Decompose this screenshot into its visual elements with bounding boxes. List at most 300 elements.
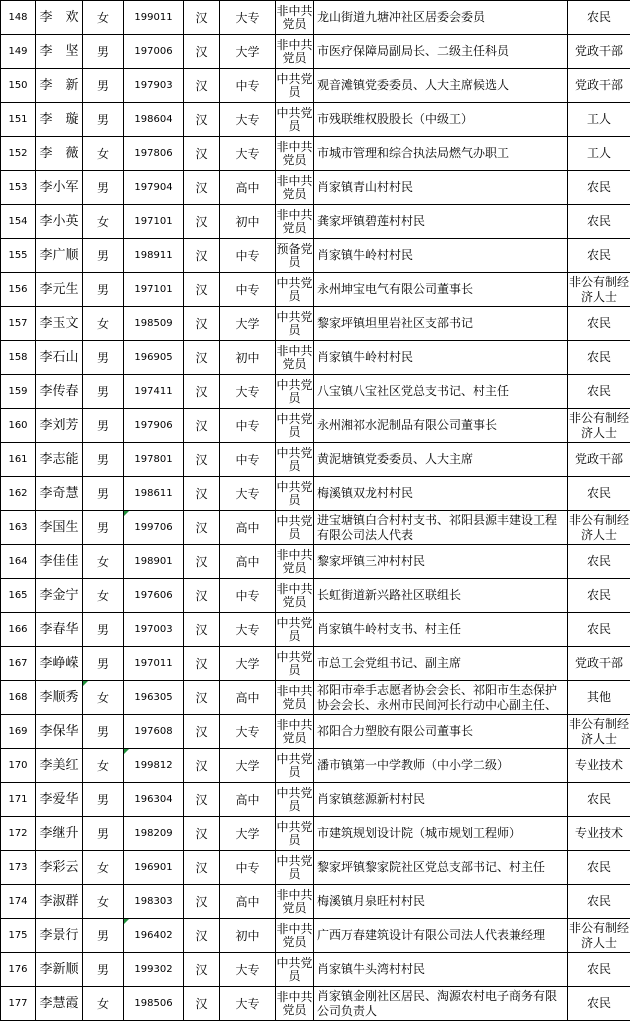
cell-ethnicity: 汉 [184, 35, 220, 69]
cell-gender: 女 [83, 681, 124, 715]
cell-birth-date: 197003 [124, 613, 184, 647]
cell-birth-date: 196905 [124, 341, 184, 375]
cell-birth-date: 199706 [124, 511, 184, 545]
cell-name: 李淑群 [36, 885, 83, 919]
table-row [1, 647, 630, 681]
cell-party: 非中共党员 [276, 715, 314, 749]
cell-workplace-position: 八宝镇八宝社区党总支书记、村主任 [314, 375, 568, 409]
cell-education: 大专 [220, 987, 276, 1021]
cell-number: 175 [1, 919, 36, 953]
cell-education: 初中 [220, 919, 276, 953]
table-row [1, 171, 630, 205]
table-row [1, 545, 630, 579]
cell-party: 非中共党员 [276, 987, 314, 1021]
cell-gender: 男 [83, 409, 124, 443]
cell-ethnicity: 汉 [184, 579, 220, 613]
cell-number: 161 [1, 443, 36, 477]
cell-gender: 男 [83, 919, 124, 953]
cell-party: 中共党员 [276, 851, 314, 885]
cell-workplace-position: 黎家坪镇黎家院社区党总支部书记、村主任 [314, 851, 568, 885]
cell-number: 159 [1, 375, 36, 409]
cell-birth-date: 198604 [124, 103, 184, 137]
cell-gender: 男 [83, 817, 124, 851]
cell-gender: 男 [83, 511, 124, 545]
cell-education: 大专 [220, 103, 276, 137]
cell-gender: 男 [83, 69, 124, 103]
cell-category: 工人 [568, 103, 630, 137]
cell-workplace-position: 潘市镇第一中学教师（中小学二级） [314, 749, 568, 783]
cell-category: 农民 [568, 205, 630, 239]
cell-party: 非中共党员 [276, 681, 314, 715]
cell-party: 中共党员 [276, 783, 314, 817]
cell-party: 中共党员 [276, 749, 314, 783]
cell-category: 农民 [568, 987, 630, 1021]
cell-ethnicity: 汉 [184, 1, 220, 35]
cell-birth-date: 196305 [124, 681, 184, 715]
cell-ethnicity: 汉 [184, 205, 220, 239]
cell-category: 非公有制经济人士 [568, 273, 630, 307]
cell-name: 李佳佳 [36, 545, 83, 579]
cell-workplace-position: 肖家镇牛岭村村民 [314, 341, 568, 375]
cell-name: 李慧霞 [36, 987, 83, 1021]
cell-education: 大学 [220, 307, 276, 341]
table-row [1, 35, 630, 69]
table-row [1, 307, 630, 341]
cell-workplace-position: 肖家镇牛岭村村民 [314, 239, 568, 273]
cell-party: 中共党员 [276, 477, 314, 511]
cell-party: 中共党员 [276, 69, 314, 103]
cell-name: 李爱华 [36, 783, 83, 817]
cell-gender: 女 [83, 205, 124, 239]
table-row [1, 613, 630, 647]
cell-category: 农民 [568, 1, 630, 35]
cell-birth-date: 198911 [124, 239, 184, 273]
cell-birth-date: 197904 [124, 171, 184, 205]
cell-ethnicity: 汉 [184, 783, 220, 817]
cell-gender: 男 [83, 443, 124, 477]
cell-workplace-position: 肖家镇牛岭村支书、村主任 [314, 613, 568, 647]
cell-name: 李顺秀 [36, 681, 83, 715]
cell-birth-date: 197906 [124, 409, 184, 443]
cell-education: 大专 [220, 953, 276, 987]
cell-ethnicity: 汉 [184, 511, 220, 545]
cell-gender: 男 [83, 477, 124, 511]
cell-birth-date: 199812 [124, 749, 184, 783]
cell-number: 157 [1, 307, 36, 341]
cell-name: 李景行 [36, 919, 83, 953]
cell-number: 173 [1, 851, 36, 885]
cell-gender: 男 [83, 783, 124, 817]
table-row [1, 69, 630, 103]
cell-name: 李美红 [36, 749, 83, 783]
cell-gender: 男 [83, 103, 124, 137]
cell-workplace-position: 肖家镇金刚社区居民、淘源农村电子商务有限公司负责人 [314, 987, 568, 1021]
cell-education: 大专 [220, 715, 276, 749]
table-row [1, 715, 630, 749]
cell-gender: 男 [83, 613, 124, 647]
cell-category: 专业技术 [568, 817, 630, 851]
cell-number: 167 [1, 647, 36, 681]
table-row [1, 579, 630, 613]
cell-workplace-position: 肖家镇青山村村民 [314, 171, 568, 205]
cell-category: 农民 [568, 851, 630, 885]
cell-ethnicity: 汉 [184, 307, 220, 341]
cell-category: 党政干部 [568, 443, 630, 477]
cell-gender: 女 [83, 749, 124, 783]
cell-education: 大专 [220, 613, 276, 647]
cell-party: 非中共党员 [276, 545, 314, 579]
cell-birth-date: 196402 [124, 919, 184, 953]
cell-number: 154 [1, 205, 36, 239]
cell-name: 李继升 [36, 817, 83, 851]
table-row [1, 749, 630, 783]
cell-ethnicity: 汉 [184, 137, 220, 171]
cell-workplace-position: 祁阳市牵手志愿者协会会长、祁阳市生态保护协会会长、永州市民间河长行动中心副主任、 [314, 681, 568, 715]
cell-party: 中共党员 [276, 817, 314, 851]
cell-education: 中专 [220, 69, 276, 103]
cell-name: 李 薇 [36, 137, 83, 171]
cell-gender: 男 [83, 715, 124, 749]
cell-education: 高中 [220, 545, 276, 579]
table-row [1, 919, 630, 953]
cell-category: 农民 [568, 341, 630, 375]
cell-ethnicity: 汉 [184, 477, 220, 511]
cell-education: 大学 [220, 647, 276, 681]
cell-ethnicity: 汉 [184, 681, 220, 715]
cell-number: 172 [1, 817, 36, 851]
cell-ethnicity: 汉 [184, 817, 220, 851]
cell-party: 非中共党员 [276, 1, 314, 35]
cell-education: 高中 [220, 681, 276, 715]
cell-party: 中共党员 [276, 953, 314, 987]
table-row [1, 205, 630, 239]
cell-name: 李 坚 [36, 35, 83, 69]
cell-category: 其他 [568, 681, 630, 715]
cell-workplace-position: 龚家坪镇碧莲村村民 [314, 205, 568, 239]
cell-party: 中共党员 [276, 647, 314, 681]
cell-workplace-position: 市建筑规划设计院（城市规划工程师） [314, 817, 568, 851]
cell-number: 150 [1, 69, 36, 103]
cell-category: 农民 [568, 307, 630, 341]
cell-category: 专业技术 [568, 749, 630, 783]
cell-education: 大学 [220, 35, 276, 69]
cell-birth-date: 197011 [124, 647, 184, 681]
cell-education: 中专 [220, 443, 276, 477]
cell-gender: 男 [83, 341, 124, 375]
cell-party: 中共党员 [276, 613, 314, 647]
table-row [1, 851, 630, 885]
table-row [1, 409, 630, 443]
cell-workplace-position: 梅溪镇双龙村村民 [314, 477, 568, 511]
table-row [1, 273, 630, 307]
cell-education: 大专 [220, 375, 276, 409]
cell-party: 中共党员 [276, 273, 314, 307]
cell-number: 166 [1, 613, 36, 647]
table-row [1, 885, 630, 919]
cell-party: 非中共党员 [276, 137, 314, 171]
cell-category: 农民 [568, 783, 630, 817]
cell-workplace-position: 祁阳合力塑胶有限公司董事长 [314, 715, 568, 749]
cell-name: 李新顺 [36, 953, 83, 987]
cell-education: 大学 [220, 749, 276, 783]
cell-ethnicity: 汉 [184, 273, 220, 307]
cell-birth-date: 197903 [124, 69, 184, 103]
table-row [1, 137, 630, 171]
cell-name: 李 欢 [36, 1, 83, 35]
cell-name: 李广顺 [36, 239, 83, 273]
cell-workplace-position: 观音滩镇党委委员、人大主席候选人 [314, 69, 568, 103]
cell-birth-date: 196304 [124, 783, 184, 817]
cell-party: 非中共党员 [276, 341, 314, 375]
cell-workplace-position: 广西万春建筑设计有限公司法人代表兼经理 [314, 919, 568, 953]
cell-name: 李小军 [36, 171, 83, 205]
cell-number: 176 [1, 953, 36, 987]
cell-name: 李彩云 [36, 851, 83, 885]
cell-ethnicity: 汉 [184, 987, 220, 1021]
cell-workplace-position: 市残联维权股股长（中级工） [314, 103, 568, 137]
cell-name: 李 璇 [36, 103, 83, 137]
cell-ethnicity: 汉 [184, 103, 220, 137]
cell-education: 中专 [220, 579, 276, 613]
cell-birth-date: 197101 [124, 273, 184, 307]
cell-party: 中共党员 [276, 409, 314, 443]
cell-workplace-position: 市城市管理和综合执法局燃气办职工 [314, 137, 568, 171]
cell-category: 农民 [568, 545, 630, 579]
cell-number: 163 [1, 511, 36, 545]
cell-education: 高中 [220, 783, 276, 817]
cell-party: 非中共党员 [276, 919, 314, 953]
cell-gender: 女 [83, 545, 124, 579]
cell-number: 171 [1, 783, 36, 817]
table-body [1, 1, 630, 1021]
cell-number: 164 [1, 545, 36, 579]
cell-birth-date: 197006 [124, 35, 184, 69]
cell-workplace-position: 肖家镇牛头湾村村民 [314, 953, 568, 987]
cell-number: 162 [1, 477, 36, 511]
cell-birth-date: 196901 [124, 851, 184, 885]
cell-name: 李 新 [36, 69, 83, 103]
table-row [1, 953, 630, 987]
cell-education: 初中 [220, 341, 276, 375]
cell-number: 148 [1, 1, 36, 35]
cell-category: 农民 [568, 477, 630, 511]
cell-category: 农民 [568, 579, 630, 613]
cell-number: 156 [1, 273, 36, 307]
cell-workplace-position: 长虹街道新兴路社区联组长 [314, 579, 568, 613]
cell-ethnicity: 汉 [184, 715, 220, 749]
cell-gender: 男 [83, 171, 124, 205]
cell-name: 李传春 [36, 375, 83, 409]
cell-number: 152 [1, 137, 36, 171]
cell-education: 高中 [220, 511, 276, 545]
cell-workplace-position: 黄泥塘镇党委委员、人大主席 [314, 443, 568, 477]
cell-party: 非中共党员 [276, 35, 314, 69]
cell-category: 非公有制经济人士 [568, 511, 630, 545]
cell-number: 149 [1, 35, 36, 69]
table-row [1, 341, 630, 375]
cell-category: 农民 [568, 239, 630, 273]
cell-gender: 男 [83, 647, 124, 681]
cell-gender: 男 [83, 375, 124, 409]
cell-education: 大专 [220, 1, 276, 35]
cell-birth-date: 198509 [124, 307, 184, 341]
cell-category: 非公有制经济人士 [568, 919, 630, 953]
cell-name: 李小英 [36, 205, 83, 239]
cell-education: 中专 [220, 239, 276, 273]
cell-ethnicity: 汉 [184, 443, 220, 477]
cell-ethnicity: 汉 [184, 919, 220, 953]
cell-number: 151 [1, 103, 36, 137]
cell-birth-date: 199011 [124, 1, 184, 35]
cell-birth-date: 197101 [124, 205, 184, 239]
cell-ethnicity: 汉 [184, 69, 220, 103]
cell-workplace-position: 进宝塘镇白合村村支书、祁阳县源丰建设工程有限公司法人代表 [314, 511, 568, 545]
cell-education: 大学 [220, 817, 276, 851]
cell-education: 大专 [220, 477, 276, 511]
cell-number: 168 [1, 681, 36, 715]
cell-name: 李志能 [36, 443, 83, 477]
cell-birth-date: 198506 [124, 987, 184, 1021]
cell-category: 工人 [568, 137, 630, 171]
cell-gender: 女 [83, 851, 124, 885]
cell-workplace-position: 永州湘祁水泥制品有限公司董事长 [314, 409, 568, 443]
table-row [1, 987, 630, 1021]
cell-name: 李国生 [36, 511, 83, 545]
cell-gender: 女 [83, 137, 124, 171]
cell-ethnicity: 汉 [184, 545, 220, 579]
table-row [1, 511, 630, 545]
cell-birth-date: 197606 [124, 579, 184, 613]
cell-workplace-position: 黎家坪镇三冲村村民 [314, 545, 568, 579]
cell-birth-date: 197806 [124, 137, 184, 171]
cell-party: 非中共党员 [276, 885, 314, 919]
cell-ethnicity: 汉 [184, 851, 220, 885]
cell-ethnicity: 汉 [184, 375, 220, 409]
table-row [1, 681, 630, 715]
cell-category: 党政干部 [568, 647, 630, 681]
table-row [1, 239, 630, 273]
cell-name: 李保华 [36, 715, 83, 749]
cell-name: 李峥嵘 [36, 647, 83, 681]
cell-name: 李奇慧 [36, 477, 83, 511]
cell-education: 高中 [220, 171, 276, 205]
cell-category: 非公有制经济人士 [568, 715, 630, 749]
cell-ethnicity: 汉 [184, 953, 220, 987]
cell-education: 中专 [220, 409, 276, 443]
cell-party: 非中共党员 [276, 205, 314, 239]
table-row [1, 817, 630, 851]
cell-ethnicity: 汉 [184, 613, 220, 647]
table-row [1, 477, 630, 511]
cell-education: 大专 [220, 137, 276, 171]
cell-gender: 女 [83, 307, 124, 341]
cell-gender: 男 [83, 239, 124, 273]
cell-workplace-position: 市医疗保障局副局长、二级主任科员 [314, 35, 568, 69]
cell-party: 非中共党员 [276, 579, 314, 613]
cell-party: 中共党员 [276, 307, 314, 341]
cell-gender: 男 [83, 953, 124, 987]
cell-education: 高中 [220, 885, 276, 919]
cell-name: 李玉文 [36, 307, 83, 341]
cell-gender: 男 [83, 273, 124, 307]
cell-ethnicity: 汉 [184, 749, 220, 783]
cell-party: 预备党员 [276, 239, 314, 273]
cell-category: 农民 [568, 953, 630, 987]
cell-party: 中共党员 [276, 443, 314, 477]
table-row [1, 783, 630, 817]
cell-number: 155 [1, 239, 36, 273]
cell-party: 非中共党员 [276, 171, 314, 205]
cell-workplace-position: 市总工会党组书记、副主席 [314, 647, 568, 681]
cell-ethnicity: 汉 [184, 885, 220, 919]
cell-name: 李金宁 [36, 579, 83, 613]
cell-gender: 女 [83, 885, 124, 919]
cell-party: 中共党员 [276, 375, 314, 409]
cell-gender: 女 [83, 1, 124, 35]
cell-birth-date: 198303 [124, 885, 184, 919]
cell-ethnicity: 汉 [184, 647, 220, 681]
cell-education: 初中 [220, 205, 276, 239]
cell-workplace-position: 肖家镇慈源新村村民 [314, 783, 568, 817]
cell-category: 党政干部 [568, 35, 630, 69]
cell-number: 177 [1, 987, 36, 1021]
cell-ethnicity: 汉 [184, 239, 220, 273]
cell-name: 李刘芳 [36, 409, 83, 443]
cell-gender: 女 [83, 987, 124, 1021]
cell-category: 非公有制经济人士 [568, 409, 630, 443]
cell-workplace-position: 永州坤宝电气有限公司董事长 [314, 273, 568, 307]
cell-number: 153 [1, 171, 36, 205]
cell-name: 李春华 [36, 613, 83, 647]
cell-ethnicity: 汉 [184, 171, 220, 205]
table-row [1, 103, 630, 137]
cell-gender: 女 [83, 579, 124, 613]
cell-category: 农民 [568, 613, 630, 647]
cell-workplace-position: 黎家坪镇坦里岩社区支部书记 [314, 307, 568, 341]
cell-education: 中专 [220, 273, 276, 307]
cell-category: 党政干部 [568, 69, 630, 103]
cell-number: 158 [1, 341, 36, 375]
cell-birth-date: 198901 [124, 545, 184, 579]
cell-ethnicity: 汉 [184, 409, 220, 443]
cell-birth-date: 199302 [124, 953, 184, 987]
cell-number: 160 [1, 409, 36, 443]
table-row [1, 1, 630, 35]
cell-number: 174 [1, 885, 36, 919]
cell-number: 169 [1, 715, 36, 749]
cell-category: 农民 [568, 171, 630, 205]
cell-number: 170 [1, 749, 36, 783]
cell-birth-date: 198209 [124, 817, 184, 851]
cell-name: 李石山 [36, 341, 83, 375]
cell-party: 中共党员 [276, 511, 314, 545]
cell-birth-date: 197411 [124, 375, 184, 409]
cell-party: 中共党员 [276, 103, 314, 137]
cell-ethnicity: 汉 [184, 341, 220, 375]
cell-category: 农民 [568, 375, 630, 409]
cell-number: 165 [1, 579, 36, 613]
cell-name: 李元生 [36, 273, 83, 307]
cell-gender: 男 [83, 35, 124, 69]
cell-education: 中专 [220, 851, 276, 885]
cell-birth-date: 197608 [124, 715, 184, 749]
cell-workplace-position: 梅溪镇月泉旺村村民 [314, 885, 568, 919]
cell-birth-date: 197801 [124, 443, 184, 477]
table-row [1, 375, 630, 409]
cell-category: 农民 [568, 885, 630, 919]
cell-workplace-position: 龙山街道九塘冲社区居委会委员 [314, 1, 568, 35]
cell-birth-date: 198611 [124, 477, 184, 511]
